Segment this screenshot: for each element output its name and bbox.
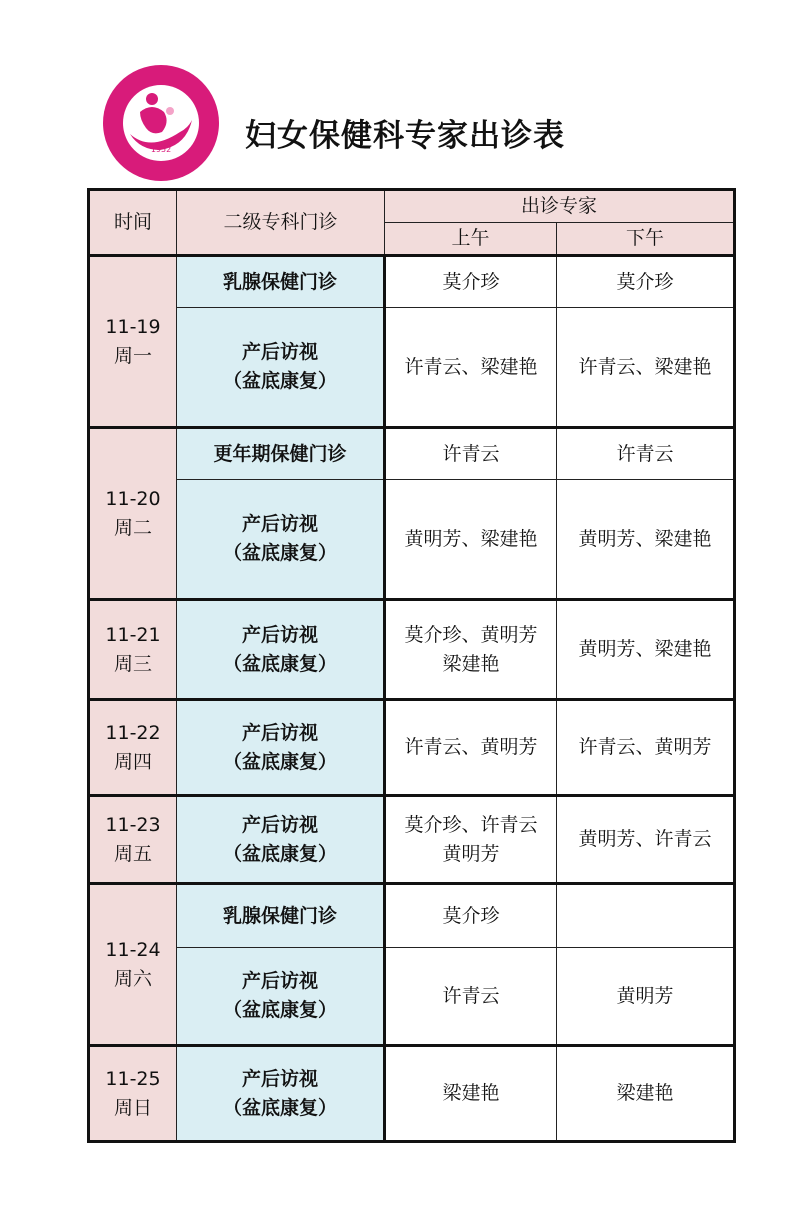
header-experts: 出诊专家 bbox=[385, 190, 735, 223]
cell-line: 梁建艳 bbox=[616, 1082, 674, 1104]
page-title: 妇女保健科专家出诊表 bbox=[245, 118, 565, 154]
schedule-row bbox=[89, 948, 735, 1046]
pm-expert-cell bbox=[557, 256, 735, 308]
cell-line: 许青云、梁建艳 bbox=[404, 355, 538, 378]
cell-line: （盆底康复） bbox=[222, 652, 337, 675]
day-cell bbox=[89, 600, 177, 700]
cell-line: 许青云、黄明芳 bbox=[404, 736, 538, 758]
day-date: 11-24 bbox=[105, 938, 161, 961]
am-expert-cell bbox=[385, 700, 557, 796]
header-clinic: 二级专科门诊 bbox=[177, 190, 385, 256]
cell-line: 许青云、黄明芳 bbox=[578, 736, 712, 758]
cell-line: 产后访视 bbox=[241, 623, 318, 646]
schedule-row bbox=[89, 428, 735, 480]
cell-line: 梁建艳 bbox=[442, 652, 500, 675]
schedule-table bbox=[87, 188, 736, 1143]
cell-line: （盆底康复） bbox=[222, 999, 337, 1021]
clinic-cell bbox=[177, 948, 385, 1046]
cell-line: （盆底康复） bbox=[222, 1096, 337, 1119]
clinic-cell bbox=[177, 700, 385, 796]
day-weekday: 周日 bbox=[113, 1096, 152, 1119]
clinic-cell bbox=[177, 884, 385, 948]
clinic-cell bbox=[177, 480, 385, 600]
day-cell bbox=[89, 700, 177, 796]
day-weekday: 周六 bbox=[113, 967, 152, 990]
cell-line: 黄明芳、许青云 bbox=[578, 828, 712, 850]
cell-line: 黄明芳 bbox=[616, 984, 674, 1007]
day-weekday: 周四 bbox=[113, 750, 152, 773]
cell-line: 许青云 bbox=[442, 442, 500, 465]
am-expert-cell bbox=[385, 1046, 557, 1142]
day-weekday: 周五 bbox=[113, 842, 152, 865]
header-am: 上午 bbox=[385, 223, 557, 256]
day-date: 11-20 bbox=[105, 487, 161, 510]
cell-line: 许青云 bbox=[442, 984, 500, 1007]
pm-expert-cell bbox=[557, 308, 735, 428]
clinic-cell bbox=[177, 308, 385, 428]
day-weekday: 周一 bbox=[113, 344, 152, 367]
schedule-row bbox=[89, 600, 735, 700]
schedule-row bbox=[89, 256, 735, 308]
day-date: 11-21 bbox=[105, 623, 161, 646]
cell-line: 梁建艳 bbox=[442, 1082, 500, 1104]
am-expert-cell bbox=[385, 428, 557, 480]
cell-line: （盆底康复） bbox=[222, 542, 337, 564]
cell-line: 黄明芳、梁建艳 bbox=[404, 527, 538, 550]
pm-expert-cell bbox=[557, 700, 735, 796]
am-expert-cell bbox=[385, 308, 557, 428]
am-expert-cell bbox=[385, 256, 557, 308]
pm-expert-cell bbox=[557, 480, 735, 600]
cell-line: 产后访视 bbox=[241, 513, 318, 535]
cell-line: 许青云 bbox=[616, 442, 674, 465]
day-cell bbox=[89, 256, 177, 428]
schedule-row bbox=[89, 1046, 735, 1142]
cell-line: 产后访视 bbox=[241, 1067, 318, 1090]
day-date: 11-22 bbox=[105, 721, 161, 744]
logo-year: 1952 bbox=[150, 145, 172, 154]
schedule-row bbox=[89, 480, 735, 600]
am-expert-cell bbox=[385, 600, 557, 700]
cell-line: 产后访视 bbox=[241, 341, 318, 363]
clinic-cell bbox=[177, 796, 385, 884]
cell-line: 产后访视 bbox=[241, 721, 318, 744]
cell-line: （盆底康复） bbox=[222, 750, 337, 773]
pm-expert-cell bbox=[557, 1046, 735, 1142]
cell-line: 黄明芳、梁建艳 bbox=[578, 527, 712, 550]
day-cell bbox=[89, 428, 177, 600]
cell-line: 许青云、梁建艳 bbox=[578, 355, 712, 378]
cell-line: 莫介珍、黄明芳 bbox=[404, 623, 538, 646]
day-cell bbox=[89, 1046, 177, 1142]
day-cell bbox=[89, 796, 177, 884]
cell-line: 产后访视 bbox=[241, 970, 318, 992]
cell-line: 更年期保健门诊 bbox=[213, 442, 347, 465]
header-time: 时间 bbox=[89, 190, 177, 256]
schedule-row bbox=[89, 700, 735, 796]
cell-line: 产后访视 bbox=[241, 813, 318, 836]
schedule-row bbox=[89, 884, 735, 948]
am-expert-cell bbox=[385, 948, 557, 1046]
cell-line: 黄明芳、梁建艳 bbox=[578, 638, 712, 660]
cell-line: 莫介珍 bbox=[616, 270, 674, 293]
day-cell bbox=[89, 884, 177, 1046]
clinic-cell bbox=[177, 256, 385, 308]
schedule-row bbox=[89, 796, 735, 884]
cell-line: 莫介珍 bbox=[442, 270, 500, 293]
am-expert-cell bbox=[385, 884, 557, 948]
cell-line: （盆底康复） bbox=[222, 370, 337, 392]
cell-line: 莫介珍 bbox=[442, 904, 500, 927]
pm-expert-cell bbox=[557, 884, 735, 948]
day-date: 11-19 bbox=[105, 315, 161, 338]
day-weekday: 周二 bbox=[113, 516, 152, 539]
hospital-logo bbox=[100, 62, 222, 184]
day-date: 11-23 bbox=[105, 813, 161, 836]
pm-expert-cell bbox=[557, 796, 735, 884]
cell-line: 乳腺保健门诊 bbox=[222, 904, 337, 927]
pm-expert-cell bbox=[557, 600, 735, 700]
clinic-cell bbox=[177, 1046, 385, 1142]
header-pm: 下午 bbox=[557, 223, 735, 256]
pm-expert-cell bbox=[557, 948, 735, 1046]
cell-line: 黄明芳 bbox=[442, 842, 500, 865]
clinic-cell bbox=[177, 428, 385, 480]
pm-expert-cell bbox=[557, 428, 735, 480]
clinic-cell bbox=[177, 600, 385, 700]
am-expert-cell bbox=[385, 796, 557, 884]
day-weekday: 周三 bbox=[113, 652, 152, 675]
cell-line: （盆底康复） bbox=[222, 842, 337, 865]
cell-line: 乳腺保健门诊 bbox=[222, 270, 337, 293]
day-date: 11-25 bbox=[105, 1067, 161, 1090]
schedule-row bbox=[89, 308, 735, 428]
am-expert-cell bbox=[385, 480, 557, 600]
cell-line: 莫介珍、许青云 bbox=[404, 813, 538, 836]
